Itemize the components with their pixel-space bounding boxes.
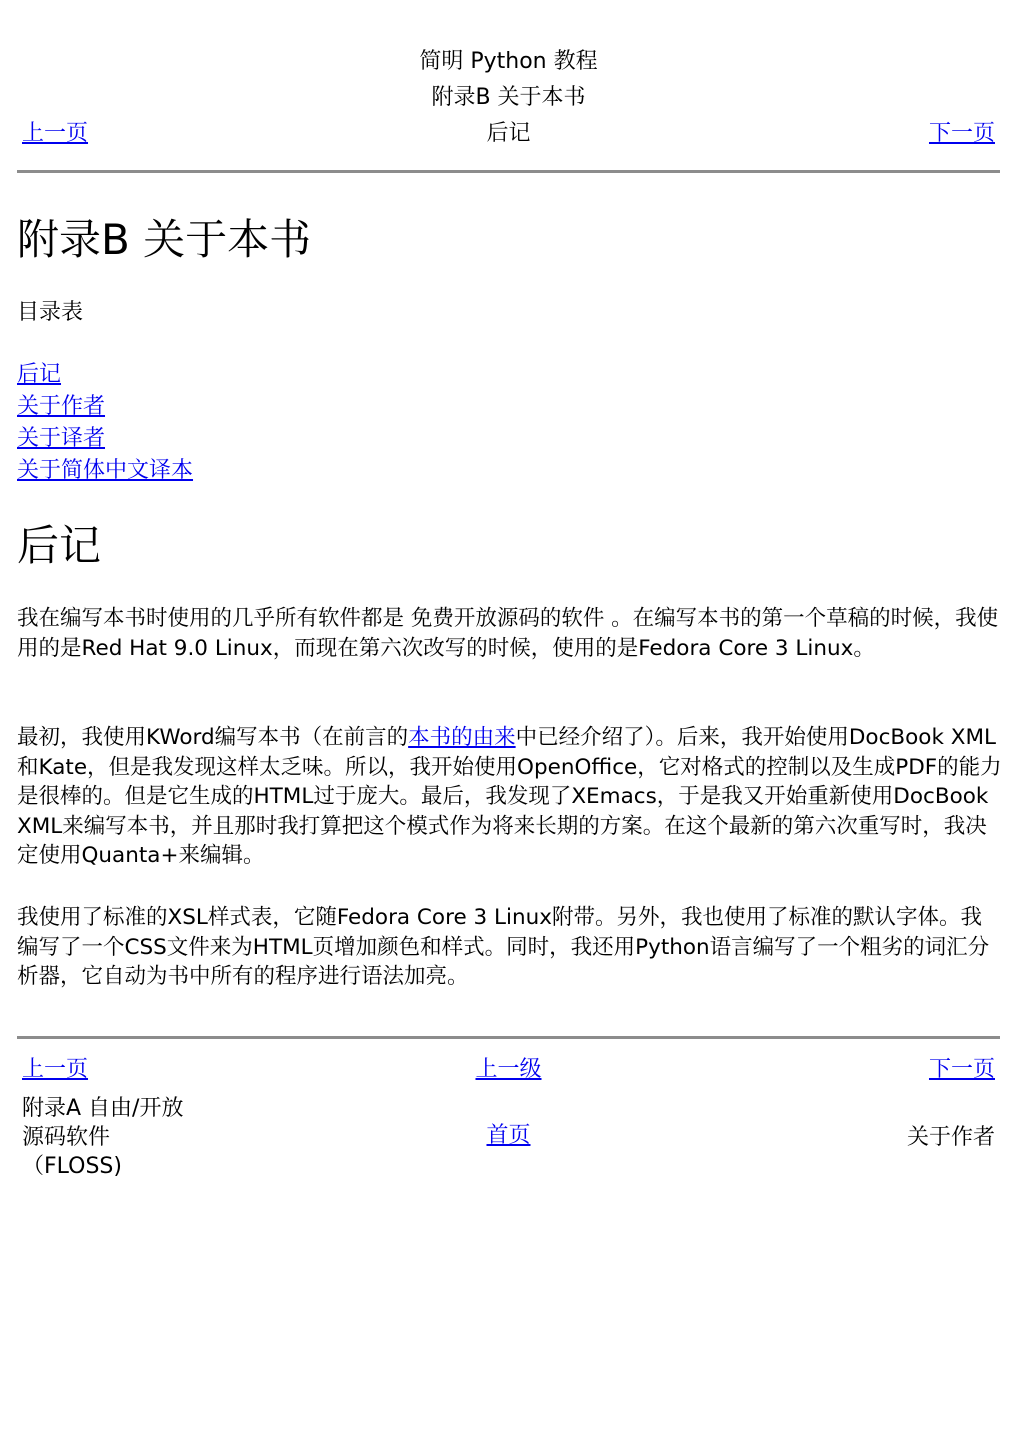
- toc-item-afterword[interactable]: 后记: [17, 362, 62, 387]
- footer-nav-titles: [17, 1094, 1000, 1184]
- book-origin-link[interactable]: 本书的由来: [408, 725, 516, 750]
- paragraph-3: 我使用了标准的XSL样式表，它随Fedora Core 3 Linux附带。另外，我也使用了标准的默认字体。我编写了一个CSS文件来为HTML页增加颜色和样式。同时，我还用Python语言编写了一个粗劣的词汇分析器，它自动为书中所有的程序进行语法加亮。: [17, 905, 990, 989]
- current-section: 后记: [486, 121, 531, 146]
- toc-item-about-author[interactable]: 关于作者: [17, 394, 106, 419]
- footer-divider: [17, 1036, 1000, 1039]
- footer-next-link[interactable]: 下一页: [928, 1057, 995, 1082]
- paragraph-2-text-end: 中已经介绍了）。后来，我开始使用DocBook XML和Kate，但是我发现这样太乏味。所以，我开始使用OpenOffice，它对格式的控制以及生成PDF的能力是很棒的。但是它生成的HTML过于庞大。最后，我发现了XEmacs，于是我又开始重新使用DocBook XML来编写本书，并且那时我打算把这个模式作为将来长期的方案。在这个最新的第六次重写时，我决定使用Quanta+来编辑。: [17, 725, 1002, 868]
- header-divider: [17, 170, 1000, 173]
- paragraph-2-text-start: 最初，我使用KWord编写本书（在前言的: [17, 725, 409, 750]
- paragraph-1: 我在编写本书时使用的几乎所有软件都是 免费开放源码的软件 。在编写本书的第一个草稿的时候，我使用的是Red Hat 9.0 Linux，而现在第六次改写的时候，使用的是Fedora Core 3 Linux。: [17, 606, 999, 661]
- footer-up-link[interactable]: 上一级: [475, 1057, 542, 1082]
- header-prev-link[interactable]: 上一页: [22, 121, 89, 146]
- section-heading: 后记: [17, 521, 102, 570]
- header-nav: [17, 116, 1000, 152]
- toc-item-about-translator[interactable]: 关于译者: [17, 426, 106, 451]
- book-title: 简明 Python 教程: [419, 49, 598, 74]
- paragraph-2: [17, 723, 1002, 871]
- chapter-title: 附录B 关于本书: [431, 85, 586, 110]
- toc-item-about-chinese-edition[interactable]: 关于简体中文译本: [17, 458, 194, 483]
- header-next-link[interactable]: 下一页: [928, 121, 995, 146]
- footer-prev-title: 附录A 自由/开放源码软件（FLOSS): [22, 1096, 184, 1179]
- page-title: 附录B 关于本书: [17, 215, 312, 264]
- footer-next-title: 关于作者: [906, 1125, 995, 1150]
- footer-nav-links: [17, 1055, 1000, 1085]
- toc-list: [17, 359, 193, 487]
- footer-home-link[interactable]: 首页: [486, 1123, 531, 1148]
- footer-prev-link[interactable]: 上一页: [22, 1057, 89, 1082]
- toc-title: 目录表: [17, 300, 84, 325]
- page-header: [17, 44, 1000, 152]
